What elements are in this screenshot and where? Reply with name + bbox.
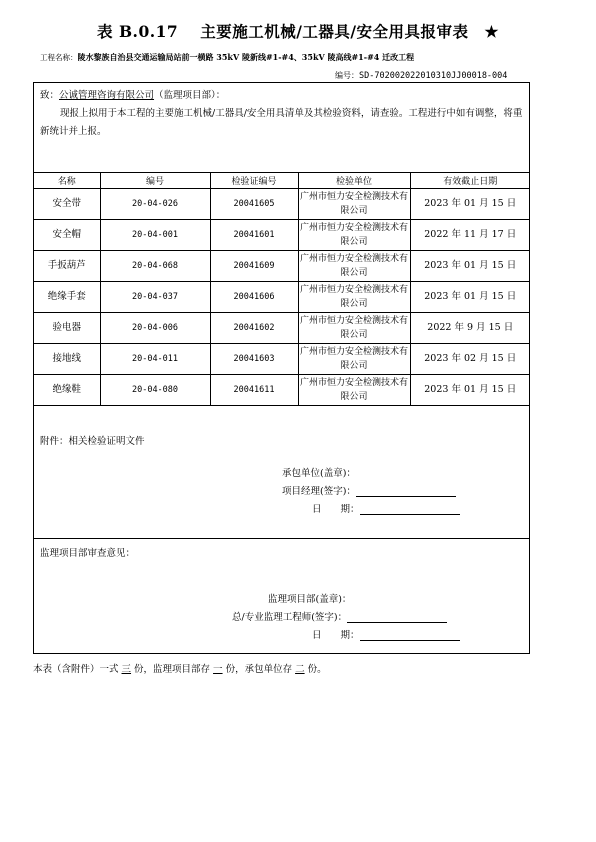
cell-name: 手扳葫芦 xyxy=(34,251,100,282)
footer-text-3: 份，承包单位存 xyxy=(225,664,293,675)
addressee-prefix: 致： xyxy=(40,90,60,101)
table-row xyxy=(34,375,530,406)
supervision-stamp-label: 监理项目部(盖章)： xyxy=(268,594,352,605)
cell-date: 2022 年 11 月 17 日 xyxy=(410,220,530,251)
form-frame xyxy=(33,82,530,654)
cell-code: 20-04-068 xyxy=(100,251,210,282)
review-section xyxy=(34,539,529,653)
table-row xyxy=(34,344,530,375)
cell-inst: 广州市恒力安全检测技术有限公司 xyxy=(298,251,410,282)
cell-name: 安全带 xyxy=(34,189,100,220)
table-row xyxy=(34,313,530,344)
table-row xyxy=(34,220,530,251)
project-label: 工程名称： xyxy=(40,53,78,62)
cell-inst: 广州市恒力安全检测技术有限公司 xyxy=(298,220,410,251)
cell-name: 接地线 xyxy=(34,344,100,375)
pm-signature-line[interactable] xyxy=(356,486,456,497)
attachment-section xyxy=(34,427,529,539)
cell-cert: 20041611 xyxy=(210,375,298,406)
footer-text-1: 本表（含附件）一式 xyxy=(33,664,119,675)
pm-signature-row xyxy=(282,483,456,497)
cell-code: 20-04-011 xyxy=(100,344,210,375)
cell-name: 安全帽 xyxy=(34,220,100,251)
supervision-date-row xyxy=(312,627,460,641)
supervision-date-label: 日 期： xyxy=(312,630,360,641)
cell-code: 20-04-037 xyxy=(100,282,210,313)
engineer-signature-row xyxy=(232,609,447,623)
table-row xyxy=(34,189,530,220)
cell-cert: 20041606 xyxy=(210,282,298,313)
header-date: 有效截止日期 xyxy=(410,173,530,189)
contractor-date-label: 日 期： xyxy=(312,504,360,515)
table-row xyxy=(34,251,530,282)
cell-code: 20-04-006 xyxy=(100,313,210,344)
supervision-date-line[interactable] xyxy=(360,630,460,641)
engineer-signature-line[interactable] xyxy=(347,612,447,623)
cell-inst: 广州市恒力安全检测技术有限公司 xyxy=(298,189,410,220)
cell-date: 2023 年 02 月 15 日 xyxy=(410,344,530,375)
cell-cert: 20041601 xyxy=(210,220,298,251)
header-name: 名称 xyxy=(34,173,100,189)
doc-number: SD-702002022010310JJ00018-004 xyxy=(359,71,508,81)
cell-name: 绝缘手套 xyxy=(34,282,100,313)
header-cert: 检验证编号 xyxy=(210,173,298,189)
table-header-row xyxy=(34,173,530,189)
cell-cert: 20041602 xyxy=(210,313,298,344)
intro-body: 现报上拟用于本工程的主要施工机械/工器具/安全用具清单及其检验资料，请查验。工程进行中如有调整，将重新统计并上报。 xyxy=(40,108,523,137)
copies-contractor: 二 xyxy=(295,664,305,675)
review-label: 监理项目部审查意见： xyxy=(40,548,136,559)
addressee xyxy=(40,87,225,101)
cell-inst: 广州市恒力安全检测技术有限公司 xyxy=(298,282,410,313)
copies-supervision: 一 xyxy=(213,664,223,675)
cell-name: 绝缘鞋 xyxy=(34,375,100,406)
star-icon: ★ xyxy=(484,22,499,41)
addressee-company: 公诚管理咨询有限公司 xyxy=(59,90,155,101)
cell-date: 2023 年 01 月 15 日 xyxy=(410,375,530,406)
cell-inst: 广州市恒力安全检测技术有限公司 xyxy=(298,344,410,375)
contractor-stamp-row xyxy=(282,465,356,479)
contractor-date-row xyxy=(312,501,460,515)
table-row xyxy=(34,282,530,313)
cell-date: 2023 年 01 月 15 日 xyxy=(410,189,530,220)
engineer-signature-label: 总/专业监理工程师(签字)： xyxy=(232,612,348,623)
copies-total: 三 xyxy=(121,664,132,675)
contractor-stamp-label: 承包单位(盖章)： xyxy=(282,468,356,479)
cell-cert: 20041609 xyxy=(210,251,298,282)
form-title xyxy=(0,20,596,42)
doc-number-line xyxy=(335,70,507,81)
copies-footer xyxy=(33,661,327,675)
attachment-label: 附件：相关检验证明文件 xyxy=(40,436,145,447)
header-inst: 检验单位 xyxy=(298,173,410,189)
cell-name: 验电器 xyxy=(34,313,100,344)
cell-code: 20-04-001 xyxy=(100,220,210,251)
cell-date: 2023 年 01 月 15 日 xyxy=(410,282,530,313)
contractor-date-line[interactable] xyxy=(360,504,460,515)
cell-code: 20-04-080 xyxy=(100,375,210,406)
footer-text-4: 份。 xyxy=(307,664,327,675)
footer-text-2: 份，监理项目部存 xyxy=(134,664,211,675)
cell-inst: 广州市恒力安全检测技术有限公司 xyxy=(298,375,410,406)
cell-cert: 20041603 xyxy=(210,344,298,375)
supervision-stamp-row xyxy=(268,591,351,605)
cell-cert: 20041605 xyxy=(210,189,298,220)
cell-date: 2022 年 9 月 15 日 xyxy=(410,313,530,344)
form-title-text: 主要施工机械/工器具/安全用具报审表 xyxy=(200,22,469,41)
project-line xyxy=(40,52,414,63)
cell-code: 20-04-026 xyxy=(100,189,210,220)
pm-signature-label: 项目经理(签字)： xyxy=(282,486,356,497)
cell-date: 2023 年 01 月 15 日 xyxy=(410,251,530,282)
header-code: 编号 xyxy=(100,173,210,189)
project-name: 陵水黎族自治县交通运输局站前一横路 35kV 陵新线#1-#4、35kV 陵高线#1-#4 迁改工程 xyxy=(77,52,415,62)
form-code: 表 B.0.17 xyxy=(97,22,179,41)
intro-section xyxy=(34,83,529,173)
cell-inst: 广州市恒力安全检测技术有限公司 xyxy=(298,313,410,344)
addressee-suffix: （监理项目部）： xyxy=(154,90,226,101)
doc-number-label: 编号： xyxy=(335,71,359,80)
equipment-table xyxy=(34,173,530,406)
